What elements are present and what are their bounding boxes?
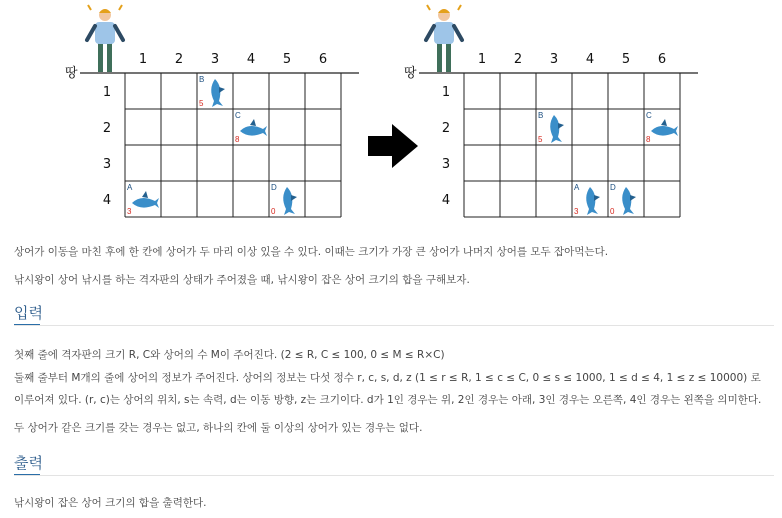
input-line-2: 둘째 줄부터 M개의 줄에 상어의 정보가 주어진다. 상어의 정보는 다섯 정수 r, c, s, d, z (1 ≤ r ≤ R, 1 ≤ c ≤ C, 0 ≤ s ≤ 1000, 1 ≤ d ≤ 4, 1 ≤ z ≤ 10000) 로 이루어져 있다. (r, c)는 상어의 위치, s는 속력, d는 이동 방향, z는 크기이다. d가 1인 경우는 위, 2인 경우는 아래, 3인 경우는 오른쪽, 4인 경우는 왼쪽을 의미한다. <box>14 372 762 406</box>
shark-fin <box>142 191 148 198</box>
shark-body <box>586 187 598 215</box>
shark-fin <box>219 87 225 93</box>
shark-D <box>271 183 297 216</box>
shark-C <box>646 111 678 144</box>
shark-body <box>283 187 295 215</box>
shark-size-label: 8 <box>646 135 651 144</box>
column-label: 1 <box>477 52 487 67</box>
column-label: 4 <box>585 52 595 67</box>
shark-id-label: D <box>610 183 616 192</box>
row-label: 4 <box>441 193 451 208</box>
column-label: 3 <box>210 52 220 67</box>
shark-A <box>574 183 600 216</box>
description-paragraph-1: 상어가 이동을 마친 후에 한 칸에 상어가 두 마리 이상 있을 수 있다. 이때는 크기가 가장 큰 상어가 나머지 상어를 모두 잡아먹는다. <box>14 246 609 258</box>
row-label: 3 <box>102 157 112 172</box>
shark-size-label: 5 <box>199 99 204 108</box>
shark-B <box>199 75 225 108</box>
shark-fin <box>594 195 600 201</box>
shark-size-label: 5 <box>538 135 543 144</box>
row-label: 1 <box>441 85 451 100</box>
shark-B <box>538 111 564 144</box>
row-label: 4 <box>102 193 112 208</box>
row-label: 2 <box>102 121 112 136</box>
person-leg <box>107 42 112 72</box>
column-label: 2 <box>174 52 184 67</box>
input-divider <box>14 325 774 326</box>
column-label: 1 <box>138 52 148 67</box>
shark-id-label: A <box>574 183 580 192</box>
description-paragraph-2: 낚시왕이 상어 낚시를 하는 격자판의 상태가 주어졌을 때, 낚시왕이 잡은 상어 크기의 합을 구해보자. <box>14 274 470 286</box>
column-label: 5 <box>621 52 631 67</box>
shark-id-label: B <box>199 75 205 84</box>
shark-size-label: 0 <box>271 207 276 216</box>
person-leg <box>98 42 103 72</box>
shark-body <box>211 79 223 107</box>
shark-fin <box>630 195 636 201</box>
shark-body <box>240 126 267 136</box>
shark-body <box>550 115 562 143</box>
shark-id-label: A <box>127 183 133 192</box>
shark-size-label: 3 <box>574 207 579 216</box>
fishing-king-icon <box>426 5 462 72</box>
shark-size-label: 3 <box>127 207 132 216</box>
person-body <box>434 22 454 44</box>
column-label: 2 <box>513 52 523 67</box>
person-arm <box>426 26 434 40</box>
shark-body <box>132 198 159 208</box>
before-board <box>65 5 359 217</box>
shark-id-label: B <box>538 111 544 120</box>
output-heading: 출력 <box>14 454 43 472</box>
shark-id-label: C <box>235 111 241 120</box>
person-body <box>95 22 115 44</box>
shark-id-label: D <box>271 183 277 192</box>
column-label: 3 <box>549 52 559 67</box>
fishing-king-icon <box>87 5 123 72</box>
shark-size-label: 8 <box>235 135 240 144</box>
transition-arrow <box>368 124 418 168</box>
shark-body <box>651 126 678 136</box>
shark-fin <box>661 119 667 126</box>
person-hair <box>99 9 111 13</box>
row-label: 1 <box>102 85 112 100</box>
land-label: 땅 <box>404 66 417 81</box>
shark-fin <box>291 195 297 201</box>
input-heading: 입력 <box>14 304 43 322</box>
person-arm <box>87 26 95 40</box>
shark-A <box>127 183 159 216</box>
shark-fin <box>558 123 564 129</box>
column-label: 6 <box>657 52 667 67</box>
shark-body <box>622 187 634 215</box>
column-label: 5 <box>282 52 292 67</box>
output-divider <box>14 475 774 476</box>
shark-fin <box>250 119 256 126</box>
column-label: 4 <box>246 52 256 67</box>
input-line-1: 첫째 줄에 격자판의 크기 R, C와 상어의 수 M이 주어진다. (2 ≤ R, C ≤ 100, 0 ≤ M ≤ R×C) <box>14 349 445 361</box>
person-hair <box>438 9 450 13</box>
shark-C <box>235 111 267 144</box>
output-line-1: 낚시왕이 잡은 상어 크기의 합을 출력한다. <box>14 497 207 509</box>
person-leg <box>437 42 442 72</box>
column-label: 6 <box>318 52 328 67</box>
shark-id-label: C <box>646 111 652 120</box>
land-label: 땅 <box>65 66 78 81</box>
input-line-3: 두 상어가 같은 크기를 갖는 경우는 없고, 하나의 칸에 둘 이상의 상어가 있는 경우는 없다. <box>14 422 423 434</box>
person-leg <box>446 42 451 72</box>
person-arm <box>454 26 462 40</box>
shark-D <box>610 183 636 216</box>
row-label: 3 <box>441 157 451 172</box>
person-arm <box>115 26 123 40</box>
row-label: 2 <box>441 121 451 136</box>
after-board <box>404 5 698 217</box>
shark-diagram <box>0 0 782 240</box>
shark-size-label: 0 <box>610 207 615 216</box>
